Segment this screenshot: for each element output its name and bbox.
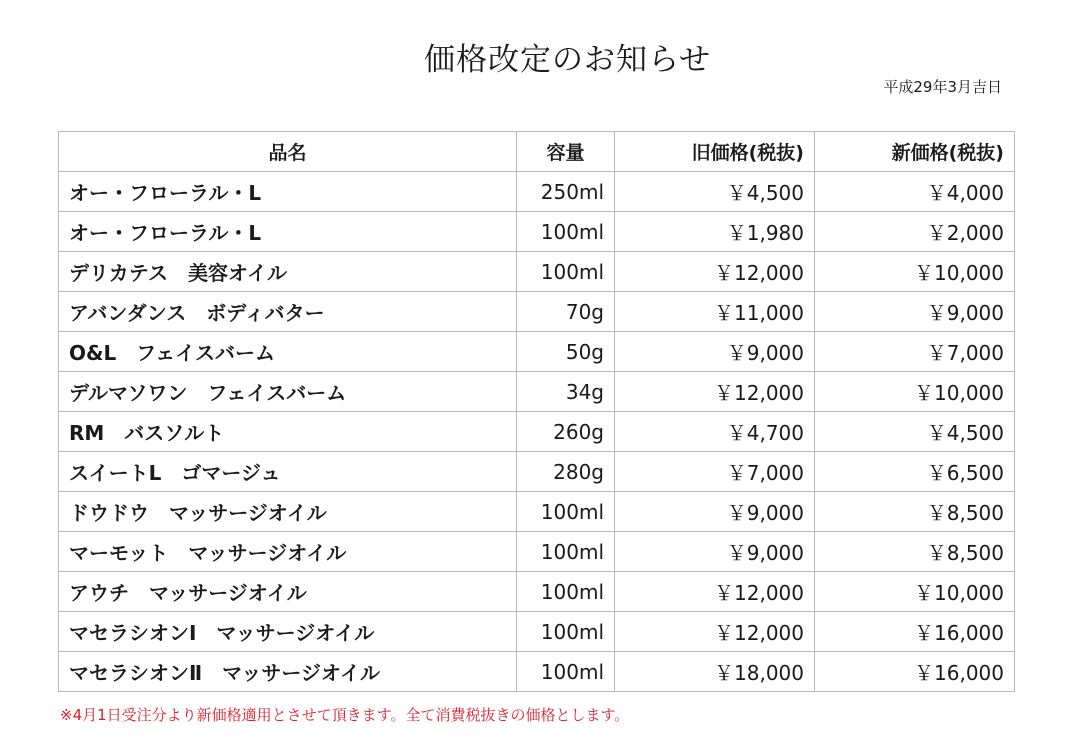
- old-price-cell: ￥12,000: [615, 252, 815, 292]
- header-old-price: 旧価格(税抜): [615, 132, 815, 172]
- product-name-cell: ドウドウ マッサージオイル: [59, 492, 517, 532]
- volume-cell: 50g: [517, 332, 615, 372]
- header-name: 品名: [59, 132, 517, 172]
- new-price-cell: ￥16,000: [815, 612, 1015, 652]
- table-row: [59, 372, 1015, 412]
- table-row: [59, 412, 1015, 452]
- price-table-header: [59, 132, 1015, 172]
- new-price-cell: ￥4,500: [815, 412, 1015, 452]
- new-price-cell: ￥6,500: [815, 452, 1015, 492]
- product-name-cell: マセラシオンⅡ マッサージオイル: [59, 652, 517, 692]
- header-new-price: 新価格(税抜): [815, 132, 1015, 172]
- new-price-cell: ￥9,000: [815, 292, 1015, 332]
- page-title: 価格改定のお知らせ: [423, 42, 712, 78]
- volume-cell: 70g: [517, 292, 615, 332]
- old-price-cell: ￥18,000: [615, 652, 815, 692]
- volume-cell: 280g: [517, 452, 615, 492]
- old-price-cell: ￥4,700: [615, 412, 815, 452]
- table-row: [59, 452, 1015, 492]
- volume-cell: 100ml: [517, 252, 615, 292]
- footnote: ※4月1日受注分より新価格適用とさせて頂きます。全て消費税抜きの価格とします。: [60, 706, 630, 724]
- product-name-cell: オー・フローラル・L: [59, 172, 517, 212]
- product-name-cell: アウチ マッサージオイル: [59, 572, 517, 612]
- new-price-cell: ￥4,000: [815, 172, 1015, 212]
- price-table-body: [59, 172, 1015, 692]
- table-row: [59, 612, 1015, 652]
- product-name-cell: デルマソワン フェイスバーム: [59, 372, 517, 412]
- new-price-cell: ￥2,000: [815, 212, 1015, 252]
- table-row: [59, 652, 1015, 692]
- price-table: [58, 131, 1015, 692]
- issue-date: 平成29年3月吉日: [883, 78, 1002, 96]
- volume-cell: 250ml: [517, 172, 615, 212]
- volume-cell: 100ml: [517, 572, 615, 612]
- product-name-cell: アバンダンス ボディバター: [59, 292, 517, 332]
- old-price-cell: ￥4,500: [615, 172, 815, 212]
- volume-cell: 260g: [517, 412, 615, 452]
- header-row: [59, 132, 1015, 172]
- old-price-cell: ￥12,000: [615, 372, 815, 412]
- volume-cell: 100ml: [517, 212, 615, 252]
- table-row: [59, 332, 1015, 372]
- new-price-cell: ￥10,000: [815, 372, 1015, 412]
- volume-cell: 100ml: [517, 612, 615, 652]
- old-price-cell: ￥9,000: [615, 332, 815, 372]
- new-price-cell: ￥16,000: [815, 652, 1015, 692]
- new-price-cell: ￥8,500: [815, 492, 1015, 532]
- header-volume: 容量: [517, 132, 615, 172]
- product-name-cell: スイートL ゴマージュ: [59, 452, 517, 492]
- old-price-cell: ￥7,000: [615, 452, 815, 492]
- volume-cell: 100ml: [517, 532, 615, 572]
- new-price-cell: ￥8,500: [815, 532, 1015, 572]
- product-name-cell: O&L フェイスバーム: [59, 332, 517, 372]
- old-price-cell: ￥12,000: [615, 572, 815, 612]
- table-row: [59, 252, 1015, 292]
- old-price-cell: ￥9,000: [615, 492, 815, 532]
- old-price-cell: ￥12,000: [615, 612, 815, 652]
- volume-cell: 34g: [517, 372, 615, 412]
- old-price-cell: ￥11,000: [615, 292, 815, 332]
- volume-cell: 100ml: [517, 492, 615, 532]
- table-row: [59, 172, 1015, 212]
- old-price-cell: ￥1,980: [615, 212, 815, 252]
- new-price-cell: ￥7,000: [815, 332, 1015, 372]
- product-name-cell: マーモット マッサージオイル: [59, 532, 517, 572]
- table-row: [59, 212, 1015, 252]
- old-price-cell: ￥9,000: [615, 532, 815, 572]
- table-row: [59, 292, 1015, 332]
- product-name-cell: マセラシオンⅠ マッサージオイル: [59, 612, 517, 652]
- table-row: [59, 572, 1015, 612]
- new-price-cell: ￥10,000: [815, 572, 1015, 612]
- product-name-cell: デリカテス 美容オイル: [59, 252, 517, 292]
- product-name-cell: オー・フローラル・L: [59, 212, 517, 252]
- new-price-cell: ￥10,000: [815, 252, 1015, 292]
- volume-cell: 100ml: [517, 652, 615, 692]
- table-row: [59, 532, 1015, 572]
- product-name-cell: RM バスソルト: [59, 412, 517, 452]
- table-row: [59, 492, 1015, 532]
